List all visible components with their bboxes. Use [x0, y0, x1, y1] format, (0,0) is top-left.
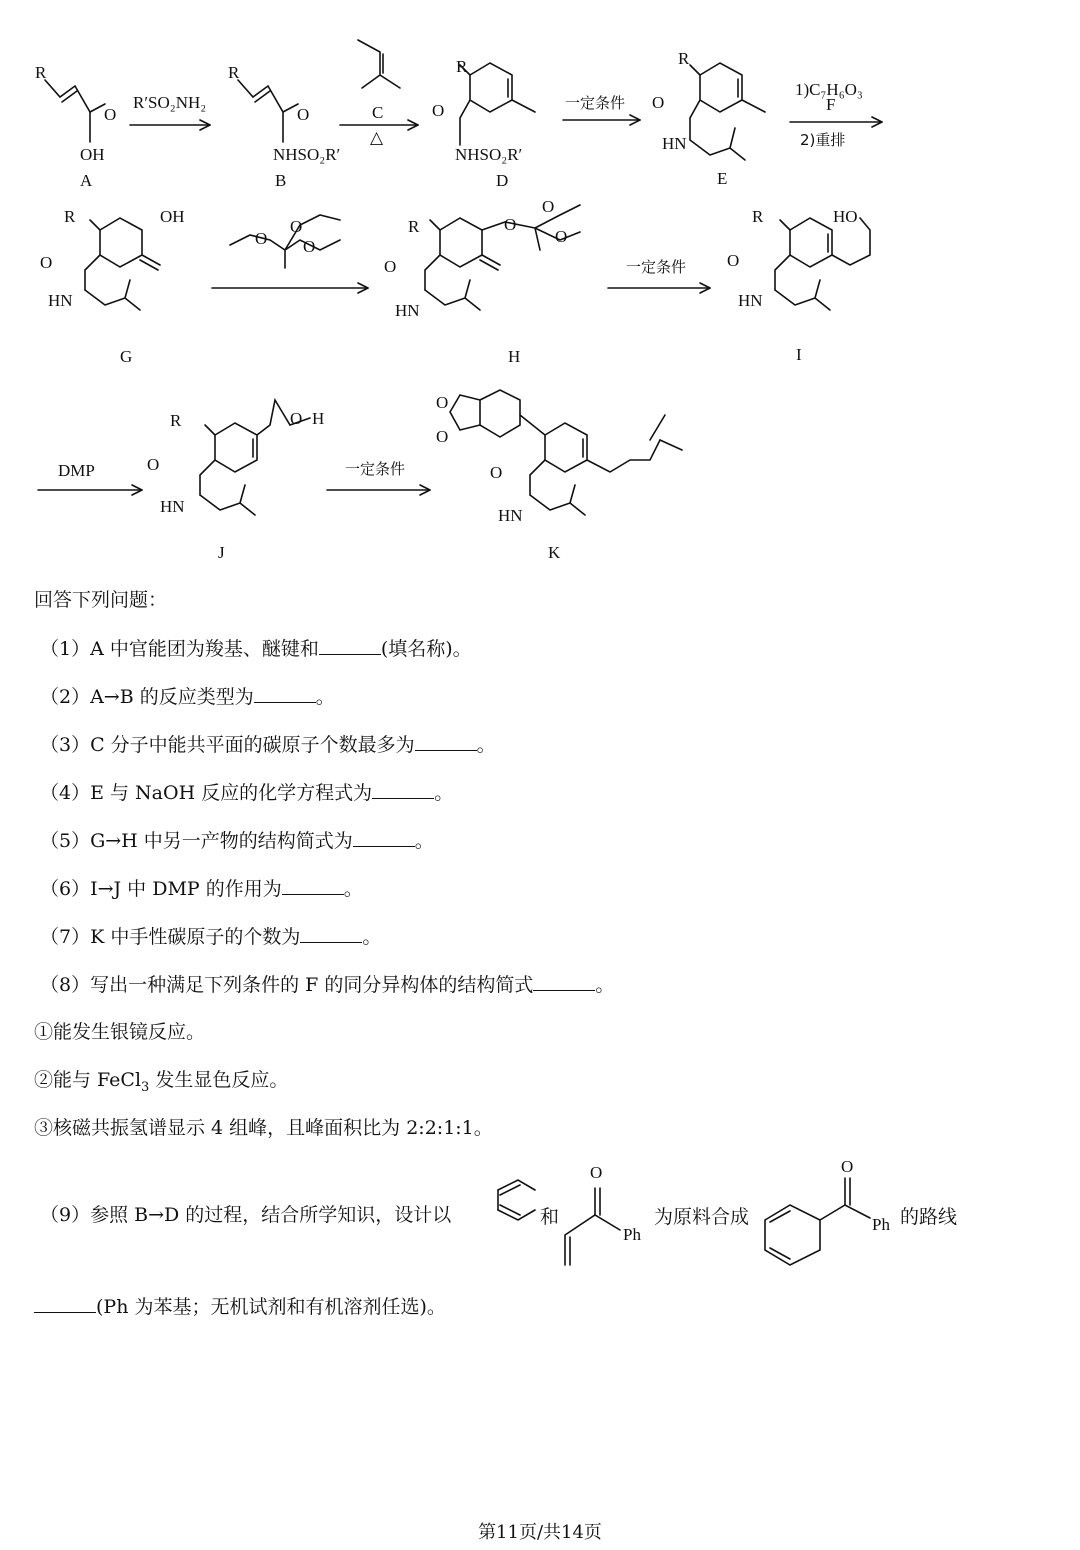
q9-o-product: O [841, 1157, 854, 1176]
questions-intro: 回答下列问题： [34, 589, 168, 611]
atom-o-h: O [384, 257, 397, 276]
atom-nhso2r-b: NHSO₂R′ [273, 145, 341, 164]
question-5: （5）G→H 中另一产物的结构简式为 。 [40, 830, 434, 852]
reagent-eg-1: 1)C₇H₆O₃ [795, 80, 863, 99]
atom-hn-h: HN [395, 301, 420, 320]
atom-ho-i: HO [833, 207, 858, 226]
q9-route: 的路线 [900, 1206, 958, 1228]
condition-jk: 一定条件 [345, 460, 406, 478]
condition-1: ①能发生银镜反应。 [34, 1021, 206, 1043]
atom-o-j: O [147, 455, 160, 474]
heat-symbol: △ [370, 128, 384, 147]
atom-o-ald-j: O [290, 409, 303, 428]
answer-blank[interactable] [353, 828, 415, 847]
label-j: J [218, 543, 225, 562]
q9-o-ketone: O [590, 1163, 603, 1182]
question-1: （1）A 中官能团为羧基、醚键和 (填名称)。 [40, 638, 472, 660]
question-3: （3）C 分子中能共平面的碳原子个数最多为 。 [40, 734, 496, 756]
reagent-ab: R′SO₂NH₂ [133, 93, 207, 112]
atom-o-b: O [297, 105, 310, 124]
atom-o-k: O [490, 463, 503, 482]
atom-h-j: H [312, 409, 325, 428]
atom-o-d: O [432, 101, 445, 120]
answer-blank[interactable] [254, 684, 316, 703]
atom-o-e: O [652, 93, 665, 112]
atom-hn-g: HN [48, 291, 73, 310]
atom-hn-e: HN [662, 134, 687, 153]
label-h: H [508, 347, 521, 366]
question-2: （2）A→B 的反应类型为 。 [40, 686, 335, 708]
condition-hi: 一定条件 [626, 258, 687, 276]
question-6: （6）I→J 中 DMP 的作用为 。 [40, 878, 363, 900]
label-d: D [496, 171, 509, 190]
label-k: K [548, 543, 561, 562]
reagent-eg-2: 2)重排 [800, 131, 846, 149]
atom-r-h: R [408, 217, 420, 236]
page-footer: 第11页/共14页 [478, 1522, 602, 1543]
atom-r-i: R [752, 207, 764, 226]
q9-structures [480, 1150, 980, 1290]
synthesis-scheme [0, 0, 1080, 580]
question-7: （7）K 中手性碳原子的个数为 。 [40, 926, 382, 948]
atom-o-i: O [727, 251, 740, 270]
atom-r-e: R [678, 49, 690, 68]
atom-o1-reagent: O [255, 229, 268, 248]
atom-hn-j: HN [160, 497, 185, 516]
label-f: F [826, 95, 836, 114]
atom-o-a: O [104, 105, 117, 124]
atom-hn-k: HN [498, 506, 523, 525]
label-i: I [796, 345, 802, 364]
question-9-tail: (Ph 为苯基；无机试剂和有机溶剂任选)。 [34, 1294, 446, 1319]
label-b: B [275, 171, 287, 190]
answer-blank[interactable] [415, 732, 477, 751]
atom-o1-h: O [504, 215, 517, 234]
atom-r-d: R [456, 57, 468, 76]
compound-a-skeleton [45, 80, 105, 112]
answer-blank[interactable] [319, 636, 381, 655]
reagent-ij: DMP [58, 461, 95, 480]
question-4: （4）E 与 NaOH 反应的化学方程式为 。 [40, 782, 454, 804]
condition-de: 一定条件 [565, 94, 626, 112]
q9-and: 和 [540, 1206, 560, 1228]
atom-hn-i: HN [738, 291, 763, 310]
atom-oh-g: OH [160, 207, 185, 226]
answer-blank[interactable] [533, 972, 595, 991]
label-g: G [120, 347, 133, 366]
atom-o2-reagent: O [290, 217, 303, 236]
question-8: （8）写出一种满足下列条件的 F 的同分异构体的结构简式 。 [40, 974, 615, 996]
atom-r-b: R [228, 63, 240, 82]
answer-blank[interactable] [372, 780, 434, 799]
answer-blank[interactable] [282, 876, 344, 895]
atom-r-a: R [35, 63, 47, 82]
atom-nhso2r-d: NHSO₂R′ [455, 145, 523, 164]
answer-blank[interactable] [300, 924, 362, 943]
atom-r-j: R [170, 411, 182, 430]
label-a: A [80, 171, 93, 190]
atom-o2-k: O [436, 427, 449, 446]
atom-r-g: R [64, 207, 76, 226]
condition-3: ③核磁共振氢谱显示 4 组峰，且峰面积比为 2:2:1:1。 [34, 1117, 493, 1139]
answer-blank[interactable] [34, 1294, 96, 1313]
atom-o3-h: O [555, 227, 568, 246]
q9-raw-material: 为原料合成 [654, 1206, 750, 1228]
atom-oh-a: OH [80, 145, 105, 164]
atom-o3-reagent: O [303, 237, 316, 256]
condition-2: ②能与 FeCl$_3$ 发生显色反应。 [34, 1069, 289, 1095]
atom-o-g: O [40, 253, 53, 272]
atom-o2-h: O [542, 197, 555, 216]
label-e: E [717, 169, 728, 188]
atom-o1-k: O [436, 393, 449, 412]
q9-ph-product: Ph [872, 1215, 890, 1234]
q9-ph-ketone: Ph [623, 1225, 641, 1244]
label-c: C [372, 103, 384, 122]
